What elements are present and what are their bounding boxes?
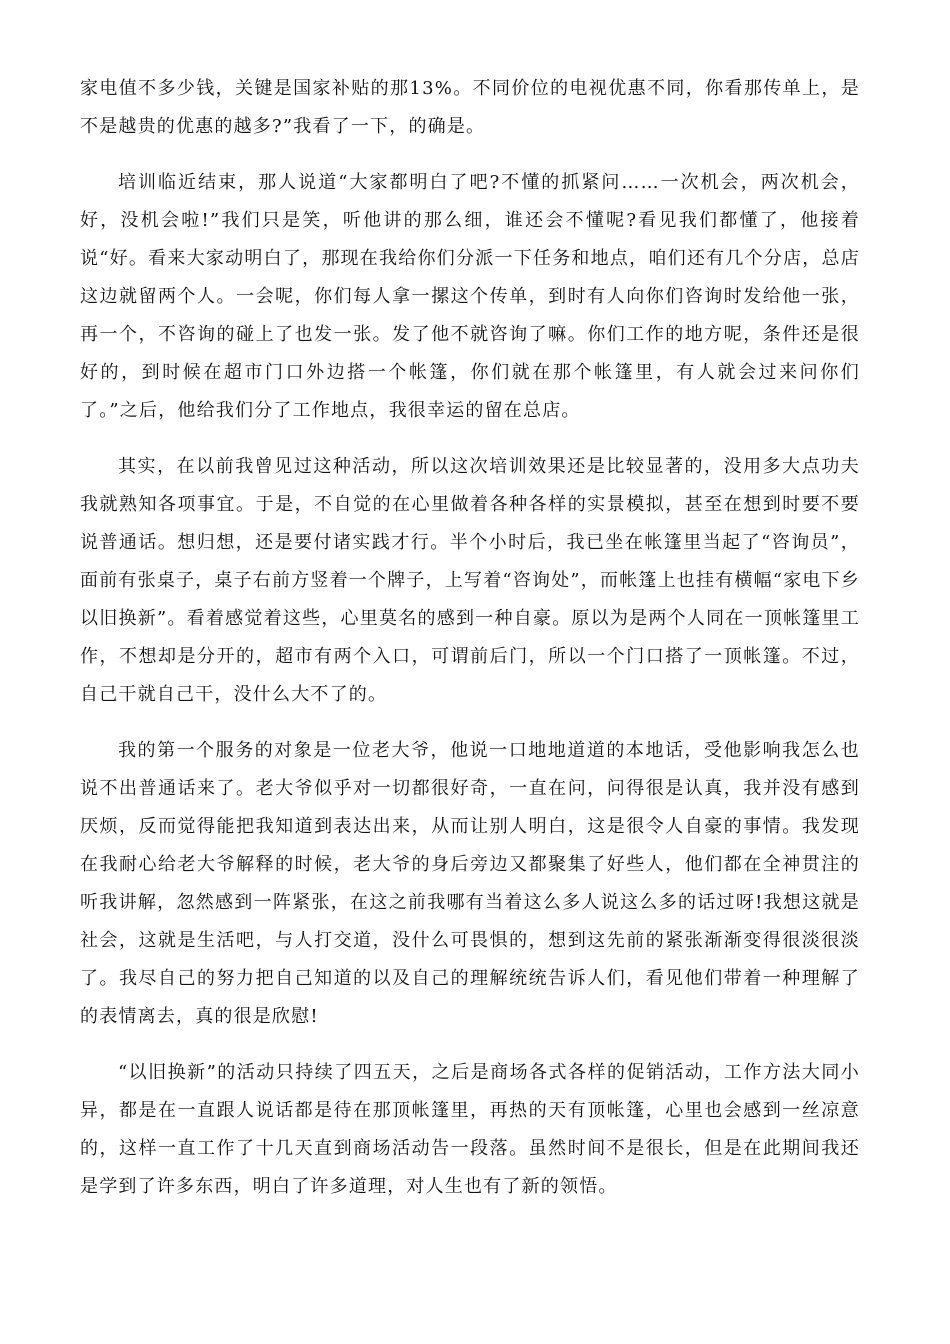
paragraph-continued: 家电值不多少钱，关键是国家补贴的那13%。不同价位的电视优惠不同，你看那传单上，是不是越贵的优惠的越多?”我看了一下，的确是。 — [80, 78, 860, 137]
paragraph-conclusion: “以旧换新”的活动只持续了四五天，之后是商场各式各样的促销活动，工作方法大同小异，都是在一直跟人说话都是待在那顶帐篷里，再热的天有顶帐篷，心里也会感到一丝凉意的，这样一直工作了十几天直到商场活动告一段落。虽然时间不是很长，但是在此期间我还是学到了许多东西，明白了许多道理，对人生也有了新的领悟。 — [80, 1062, 860, 1197]
paragraph-training-end: 培训临近结束，那人说道“大家都明白了吧?不懂的抓紧问……一次机会，两次机会，好，没机会啦!”我们只是笑，听他讲的那么细，谁还会不懂呢?看见我们都懂了，他接着说“好。看来大家动明白了，那现在我给你们分派一下任务和地点，咱们还有几个分店，总店这边就留两个人。一会呢，你们每人拿一摞这个传单，到时有人向你们咨询时发给他一张，再一个，不咨询的碰上了也发一张。发了他不就咨询了嘛。你们工作的地方呢，条件还是很好的，到时候在超市门口外边搭一个帐篷，你们就在那个帐篷里，有人就会过来问你们了。”之后，他给我们分了工作地点，我很幸运的留在总店。 — [80, 172, 860, 421]
paragraph-first-customer: 我的第一个服务的对象是一位老大爷，他说一口地地道道的本地话，受他影响我怎么也说不出普通话来了。老大爷似乎对一切都很好奇，一直在问，问得很是认真，我并没有感到厌烦，反而觉得能把我知道到表达出来，从而让别人明白，这是很令人自豪的事情。我发现在我耐心给老大爷解释的时候，老大爷的身后旁边又都聚集了好些人，他们都在全神贯注的听我讲解，忽然感到一阵紧张，在这之前我哪有当着这么多人说这么多的话过呀!我想这就是社会，这就是生活吧，与人打交道，没什么可畏惧的，想到这先前的紧张渐渐变得很淡很淡了。我尽自己的努力把自己知道的以及自己的理解统统告诉人们，看见他们带着一种理解了的表情离去，真的很是欣慰! — [80, 740, 860, 1027]
paragraph-consultant: 其实，在以前我曾见过这种活动，所以这次培训效果还是比较显著的，没用多大点功夫我就熟知各项事宜。于是，不自觉的在心里做着各种各样的实景模拟，甚至在想到时要不要说普通话。想归想，还是要付诸实践才行。半个小时后，我已坐在帐篷里当起了“咨询员”，面前有张桌子，桌子右前方竖着一个牌子，上写着“咨询处”，而帐篷上也挂有横幅“家电下乡以旧换新”。看着感觉着这些，心里莫名的感到一种自豪。原以为是两个人同在一顶帐篷里工作，不想却是分开的，超市有两个入口，可谓前后门，所以一个门口搭了一顶帐篷。不过，自己干就自己干，没什么大不了的。 — [80, 456, 861, 705]
document-page — [80, 70, 860, 1224]
